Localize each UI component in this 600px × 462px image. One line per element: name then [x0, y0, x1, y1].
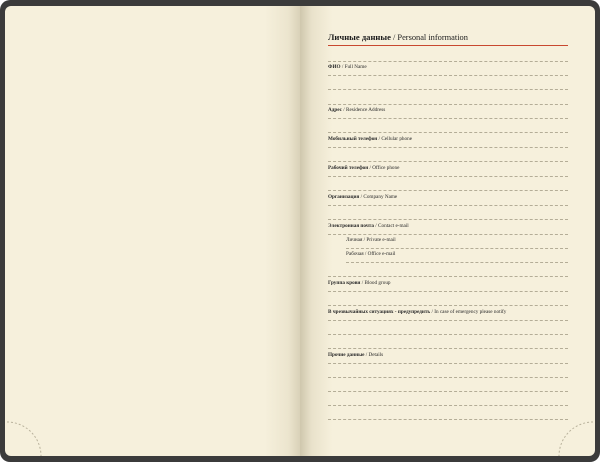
blood-group-label: Группа крови / Blood group: [328, 280, 391, 286]
email-line[interactable]: [328, 234, 568, 235]
full-name-line-3[interactable]: [328, 104, 568, 105]
right-page: [300, 6, 595, 456]
email-private-line[interactable]: [346, 248, 568, 249]
ruled-line: [328, 61, 568, 62]
company-label: Организация / Company Name: [328, 194, 398, 200]
details-line-5[interactable]: [328, 419, 568, 420]
emergency-line-2[interactable]: [328, 334, 568, 335]
full-name-line-2[interactable]: [328, 89, 568, 90]
left-corner-stitch: [5, 416, 45, 456]
section-title-separator: /: [390, 33, 398, 42]
address-line-2[interactable]: [328, 132, 568, 133]
details-line-3[interactable]: [328, 391, 568, 392]
section-title-en: Personal information: [397, 33, 468, 42]
mobile-line-1[interactable]: [328, 147, 568, 148]
blood-group-line-2[interactable]: [328, 305, 568, 306]
right-corner-stitch: [555, 416, 595, 456]
office-phone-line-2[interactable]: [328, 190, 568, 191]
section-title: [328, 32, 468, 42]
details-line-2[interactable]: [328, 377, 568, 378]
mobile-line-2[interactable]: [328, 161, 568, 162]
email-extra-line[interactable]: [328, 276, 568, 277]
email-office-line[interactable]: [346, 262, 568, 263]
email-private-label: Личная / Private e-mail: [346, 237, 396, 243]
details-line-1[interactable]: [328, 363, 568, 364]
company-line-1[interactable]: [328, 205, 568, 206]
office-phone-label: Рабочий телефон / Office phone: [328, 165, 400, 171]
email-office-label: Рабочая / Office e-mail: [346, 251, 396, 257]
emergency-line-1[interactable]: [328, 320, 568, 321]
left-page: [5, 6, 300, 456]
section-title-ru: Личные данные: [328, 32, 391, 42]
company-line-2[interactable]: [328, 219, 568, 220]
details-line-4[interactable]: [328, 405, 568, 406]
address-label: Адрес / Residence Address: [328, 107, 386, 113]
office-phone-line-1[interactable]: [328, 176, 568, 177]
address-line-1[interactable]: [328, 118, 568, 119]
blood-group-line-1[interactable]: [328, 291, 568, 292]
email-label: Электронная почта / Contact e-mail: [328, 223, 409, 229]
full-name-line-1[interactable]: [328, 75, 568, 76]
title-underline: [328, 45, 568, 46]
details-label: Прочие данные / Details: [328, 352, 384, 358]
full-name-label: ФИО / Full Name: [328, 64, 367, 70]
emergency-line-3[interactable]: [328, 348, 568, 349]
mobile-label: Мобильный телефон / Cellular phone: [328, 136, 413, 142]
emergency-label: В чрезвычайных ситуациях - предупредить / In case of emergency please notify: [328, 309, 507, 315]
